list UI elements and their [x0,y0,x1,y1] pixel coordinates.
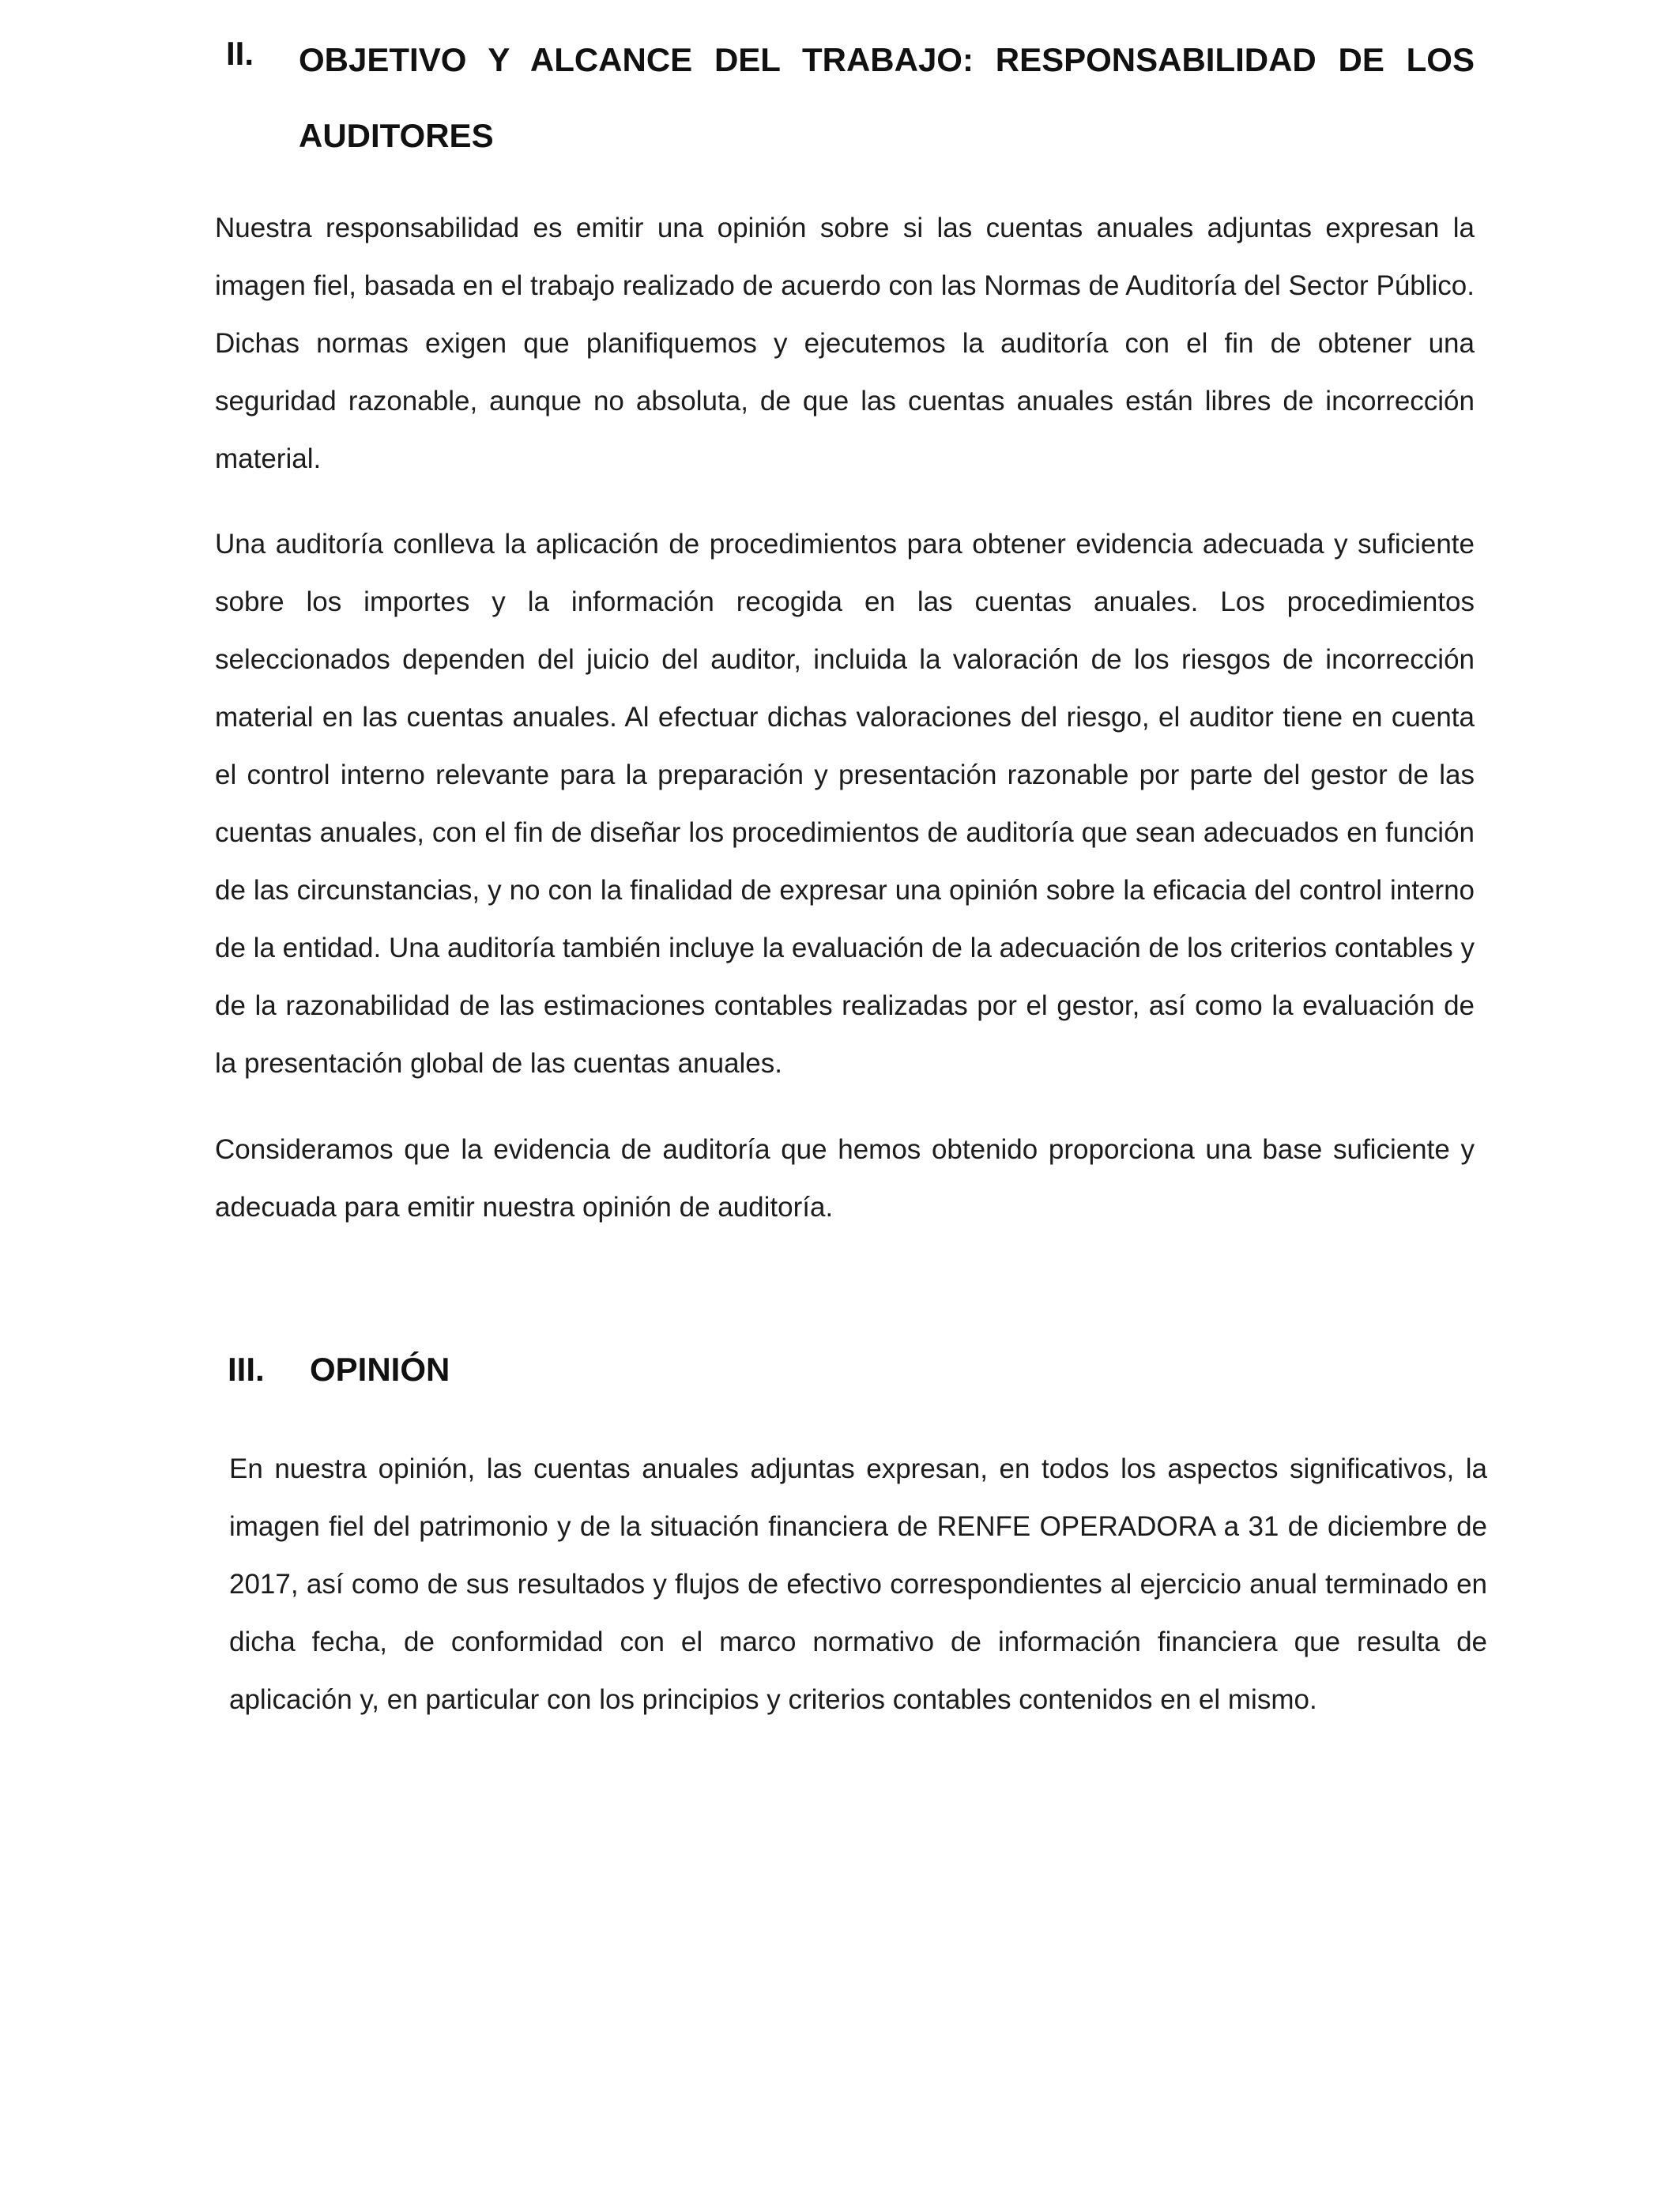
section-iii-number: III. [228,1351,265,1388]
section-ii-title [299,22,1475,174]
section-ii-title-line2: AUDITORES [299,117,494,154]
section-ii-paragraph-2: Una auditoría conlleva la aplicación de procedimientos para obtener evidencia adecuada y suficiente sobre los importes y la información recogida en las cuentas anuales. Los procedimientos seleccionados dependen del juicio del auditor, incluida la valoración de los riesgos de incorrección material en las cuentas anuales. Al efectuar dichas valoraciones del riesgo, el auditor tiene en cuenta el control interno relevante para la preparación y presentación razonable por parte del gestor de las cuentas anuales, con el fin de diseñar los procedimientos de auditoría que sean adecuados en función de las circunstancias, y no con la finalidad de expresar una opinión sobre la eficacia del control interno de la entidad. Una auditoría también incluye la evaluación de la adecuación de los criterios contables y de la razonabilidad de las estimaciones contables realizadas por el gestor, así como la evaluación de la presentación global de las cuentas anuales. [215,529,1475,1079]
section-ii-paragraph-3: Consideramos que la evidencia de auditoría que hemos obtenido proporciona una base suficiente y adecuada para emitir nuestra opinión de auditoría. [215,1134,1475,1223]
section-ii-heading [226,22,1475,172]
section-iii-paragraph-1: En nuestra opinión, las cuentas anuales adjuntas expresan, en todos los aspectos significativos, la imagen fiel del patrimonio y de la situación financiera de RENFE OPERADORA a 31 de diciembre de 2017, así como de sus resultados y flujos de efectivo correspondientes al ejercicio anual terminado en dicha fecha, de conformidad con el marco normativo de información financiera que resulta de aplicación y, en particular con los principios y criterios contables contenidos en el mismo. [229,1453,1487,1715]
section-iii-heading [228,1348,860,1403]
section-ii-number: II. [226,35,254,72]
section-ii-paragraph-1: Nuestra responsabilidad es emitir una opinión sobre si las cuentas anuales adjuntas expresan la imagen fiel, basada en el trabajo realizado de acuerdo con las Normas de Auditoría del Sector Público. Dichas normas exigen que planifiquemos y ejecutemos la auditoría con el fin de obtener una seguridad razonable, aunque no absoluta, de que las cuentas anuales están libres de incorrección material. [215,213,1475,474]
section-iii-title: OPINIÓN [310,1351,450,1388]
section-ii-title-line1: OBJETIVO Y ALCANCE DEL TRABAJO: RESPONSABILIDAD DE LOS [299,41,1475,78]
